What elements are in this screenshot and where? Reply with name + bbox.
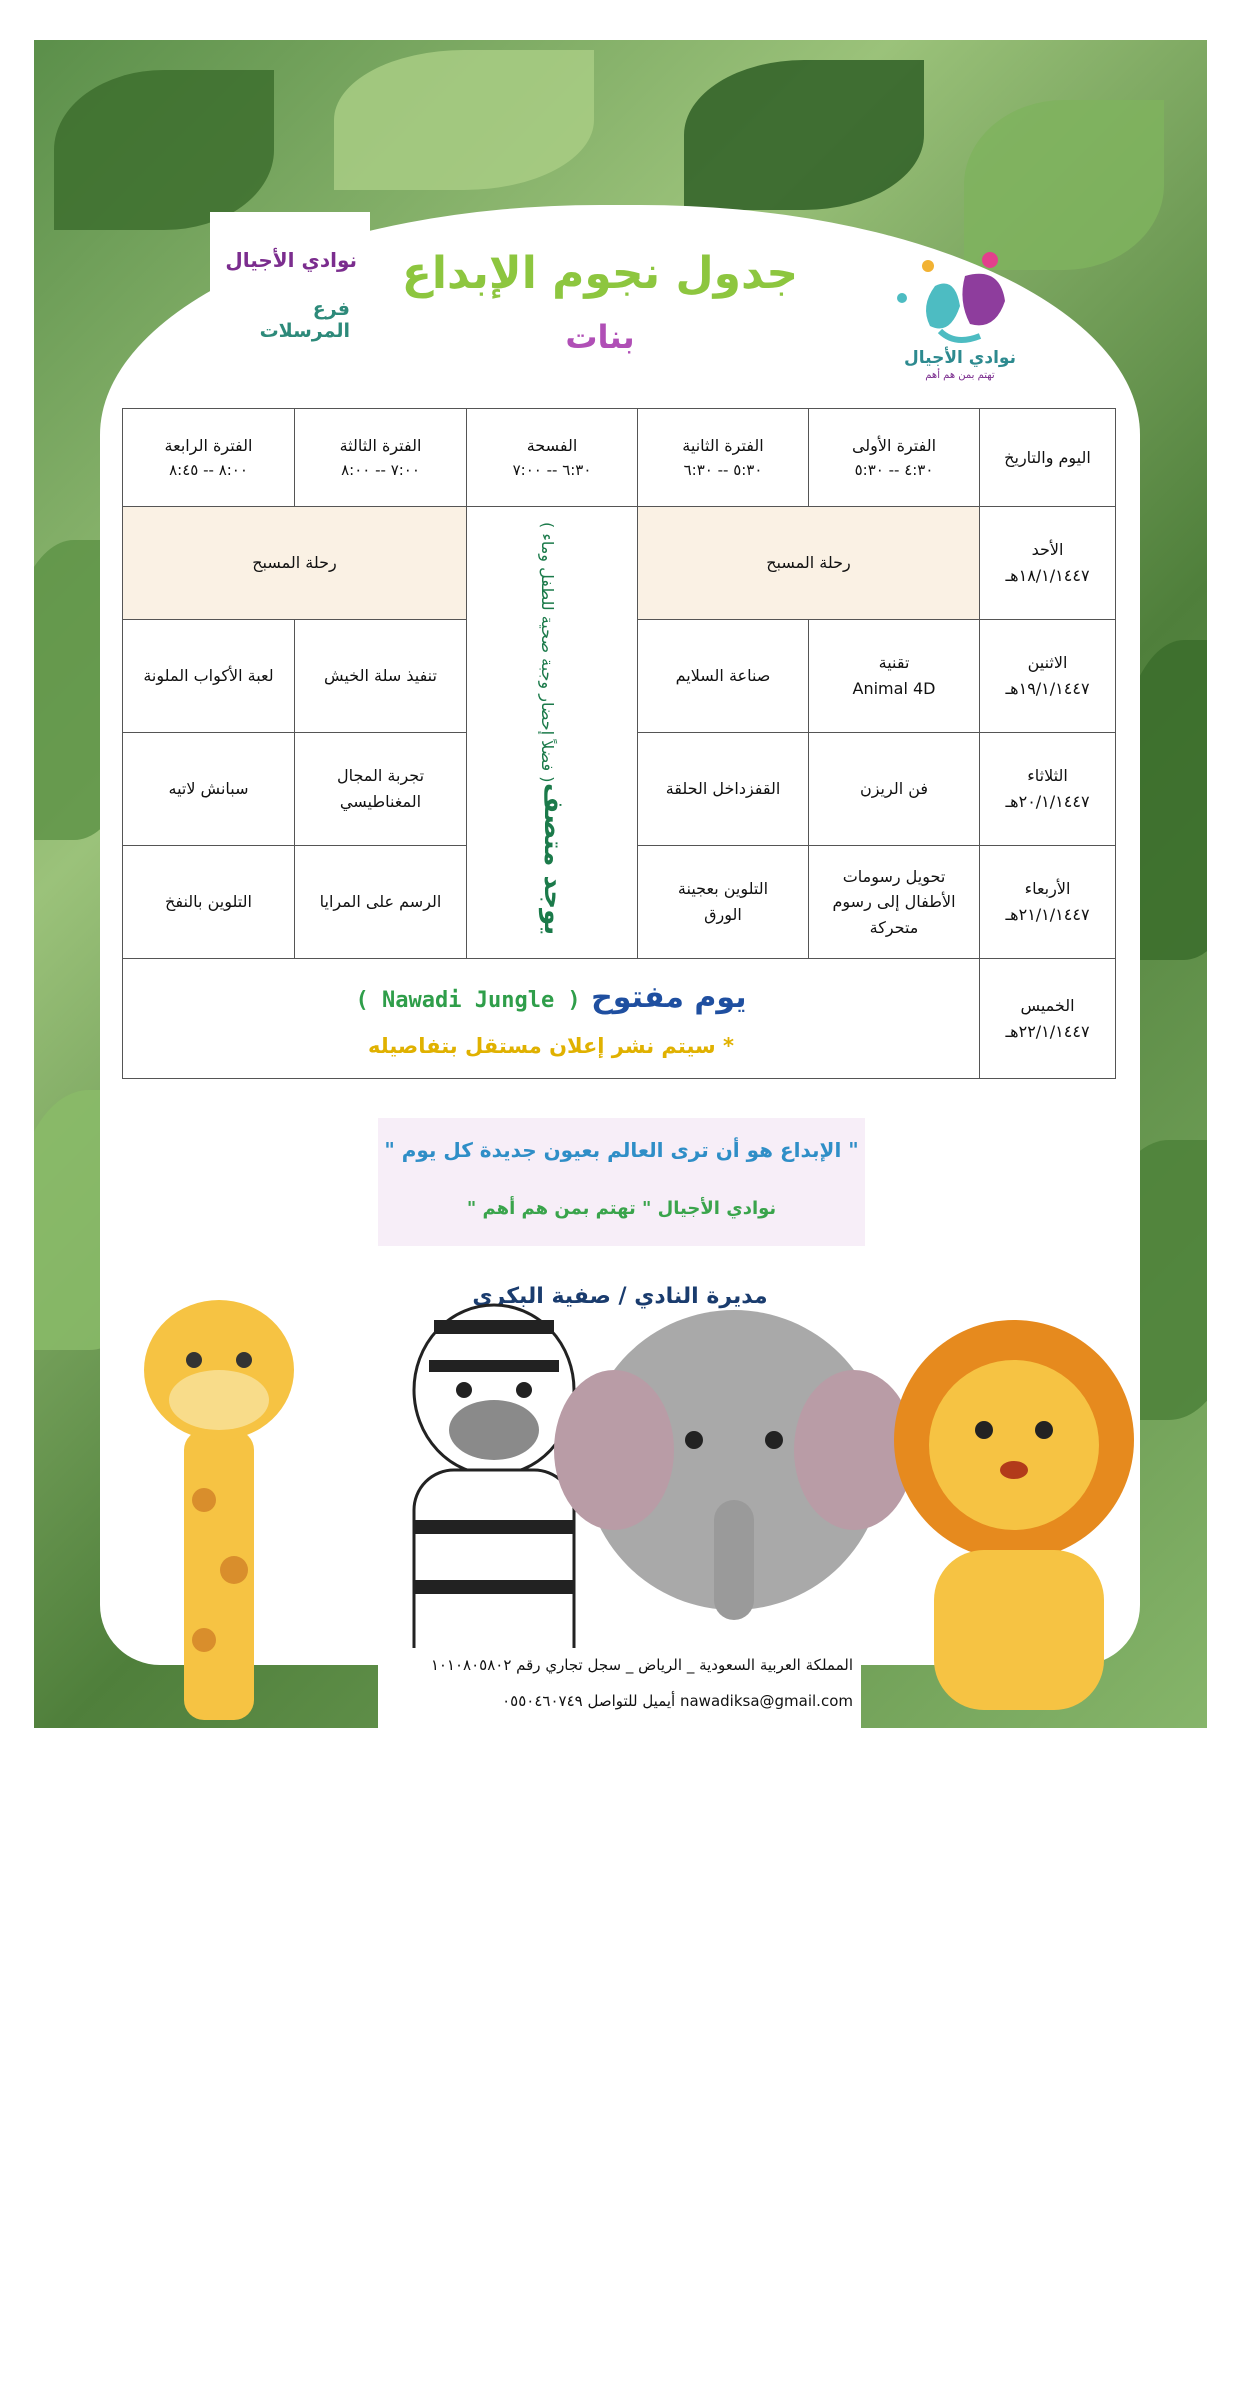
header-period-1: الفترة الأولى ٤:٣٠ -- ٥:٣٠ bbox=[809, 409, 980, 507]
activity-cell: فن الريزن bbox=[809, 733, 980, 846]
leaf-decoration bbox=[54, 70, 274, 230]
day-cell: الخميس ٢٢/١/١٤٤٧هـ bbox=[980, 959, 1116, 1079]
elephant-icon bbox=[554, 1310, 914, 1620]
schedule-table bbox=[122, 408, 1116, 1079]
lion-icon bbox=[894, 1320, 1134, 1710]
activity-cell: رحلة المسبح bbox=[638, 507, 980, 620]
activity-cell: تجربة المجال المغناطيسي bbox=[295, 733, 467, 846]
activity-cell: تقنية Animal 4D bbox=[809, 620, 980, 733]
day-cell: الاثنين ١٩/١/١٤٤٧هـ bbox=[980, 620, 1116, 733]
activity-cell: القفزداخل الحلقة bbox=[638, 733, 809, 846]
day-cell: الأحد ١٨/١/١٤٤٧هـ bbox=[980, 507, 1116, 620]
footer-contact: nawadiksa@gmail.com أيميل للتواصل ٠٥٥٠٤٦٠٧٤٩ bbox=[502, 1692, 853, 1710]
slogan-text: نوادي الأجيال " تهتم بمن هم أهم " bbox=[466, 1198, 777, 1219]
break-note: ( فضلاً إحضار وجبة صحية للطفل وماء ) bbox=[537, 522, 557, 783]
activity-cell: التلوين بعجينة الورق bbox=[638, 846, 809, 959]
activity-cell: تنفيذ سلة الخيش bbox=[295, 620, 467, 733]
zebra-icon bbox=[414, 1305, 574, 1700]
day-cell: الأربعاء ٢١/١/١٤٤٧هـ bbox=[980, 846, 1116, 959]
open-day-title: يوم مفتوح bbox=[591, 979, 747, 1015]
open-day-cell bbox=[123, 959, 980, 1079]
logo-tagline: تهتم بمن هم أهم bbox=[925, 370, 995, 381]
header-period-4: الفترة الرابعة ٨:٠٠ -- ٨:٤٥ bbox=[123, 409, 295, 507]
break-cell bbox=[467, 507, 638, 959]
branch-name: فرع المرسلات bbox=[259, 298, 350, 342]
club-name: نوادي الأجيال bbox=[225, 248, 357, 272]
quote-text: " الإبداع هو أن ترى العالم بعيون جديدة كل يوم " bbox=[384, 1138, 859, 1162]
leaf-decoration bbox=[334, 50, 594, 190]
giraffe-icon bbox=[144, 1300, 294, 1720]
activity-cell: الرسم على المرايا bbox=[295, 846, 467, 959]
activity-cell: رحلة المسبح bbox=[123, 507, 467, 620]
activity-cell: التلوين بالنفخ bbox=[123, 846, 295, 959]
leaf-decoration bbox=[684, 60, 924, 210]
page-title: جدول نجوم الإبداع bbox=[401, 248, 799, 299]
activity-cell: تحويل رسومات الأطفال إلى رسوم متحركة bbox=[809, 846, 980, 959]
activity-cell: صناعة السلايم bbox=[638, 620, 809, 733]
table-row bbox=[123, 507, 1116, 620]
activity-cell: سبانش لاتيه bbox=[123, 733, 295, 846]
open-day-english: ( Nawadi Jungle ) bbox=[355, 987, 581, 1013]
header-period-3: الفترة الثالثة ٧:٠٠ -- ٨:٠٠ bbox=[295, 409, 467, 507]
page-subtitle: بنات bbox=[565, 318, 635, 356]
logo-text: نوادي الأجيال bbox=[904, 348, 1016, 368]
day-cell: الثلاثاء ٢٠/١/١٤٤٧هـ bbox=[980, 733, 1116, 846]
header-day-date: اليوم والتاريخ bbox=[980, 409, 1116, 507]
header-period-2: الفترة الثانية ٥:٣٠ -- ٦:٣٠ bbox=[638, 409, 809, 507]
open-day-note: * سيتم نشر إعلان مستقل بتفاصيله bbox=[368, 1033, 734, 1058]
manager-signature: مديرة النادي / صفية البكري bbox=[472, 1284, 768, 1309]
activity-cell: لعبة الأكواب الملونة bbox=[123, 620, 295, 733]
table-row bbox=[123, 959, 1116, 1079]
break-title: يوجد متصف bbox=[537, 782, 568, 936]
header-break: الفسحة ٦:٣٠ -- ٧:٠٠ bbox=[467, 409, 638, 507]
table-header-row bbox=[123, 409, 1116, 507]
footer-address: المملكة العربية السعودية _ الرياض _ سجل تجاري رقم ١٠١٠٨٠٥٨٠٢ bbox=[430, 1656, 853, 1674]
